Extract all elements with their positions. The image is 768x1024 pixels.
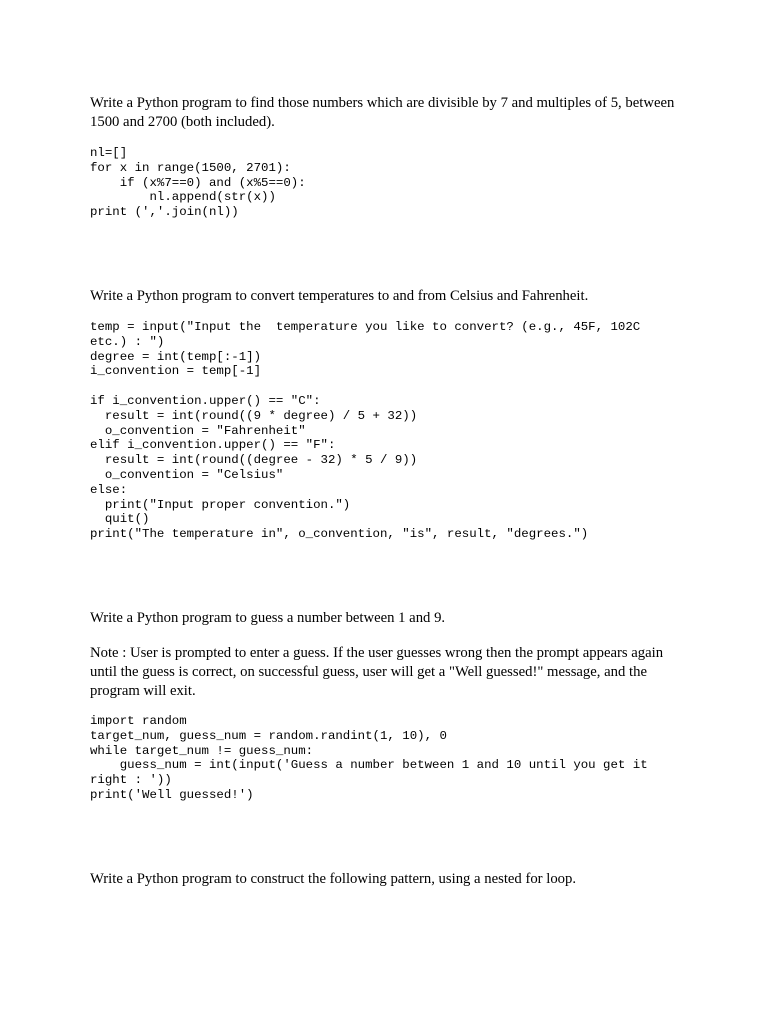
exercise-3-note: Note : User is prompted to enter a guess. If the user guesses wrong then the prompt appears again until the guess is correct, on successful guess, user will get a "Well guessed!" message, and the program will exit.: [90, 645, 664, 699]
exercise-2-code: temp = input("Input the temperature you like to convert? (e.g., 45F, 102C etc.) : ") degree = int(temp[:-1]) i_convention = temp[-1] if i_convention.upper() == "C": result = int(round((9 * degree) / 5 + 32)) o_convention = "Fahrenheit" elif i_convention.upper() == "F": result = int(round((degree - 32) * 5 / 9)) o_convention = "Celsius" else: print("Input proper convention.") quit() print("The temperature in", o_convention, "is", result, "degrees."): [90, 320, 641, 542]
exercise-2-prompt: Write a Python program to convert temperatures to and from Celsius and Fahrenheit.: [90, 288, 589, 304]
exercise-4-prompt: Write a Python program to construct the following pattern, using a nested for loop.: [90, 871, 577, 887]
exercise-1-prompt: Write a Python program to find those numbers which are divisible by 7 and multiples of 5, between 1500 and 2700 (both included).: [90, 95, 675, 130]
exercise-3-prompt: Write a Python program to guess a number between 1 and 9.: [90, 610, 446, 626]
exercise-1-code: nl=[] for x in range(1500, 2701): if (x%7==0) and (x%5==0): nl.append(str(x)) print (','.join(nl)): [90, 146, 306, 220]
exercise-3-code: import random target_num, guess_num = random.randint(1, 10), 0 while target_num != guess_num: guess_num = int(input('Guess a number between 1 and 10 until you get it right : ')) print('Well guessed!'): [90, 714, 648, 802]
